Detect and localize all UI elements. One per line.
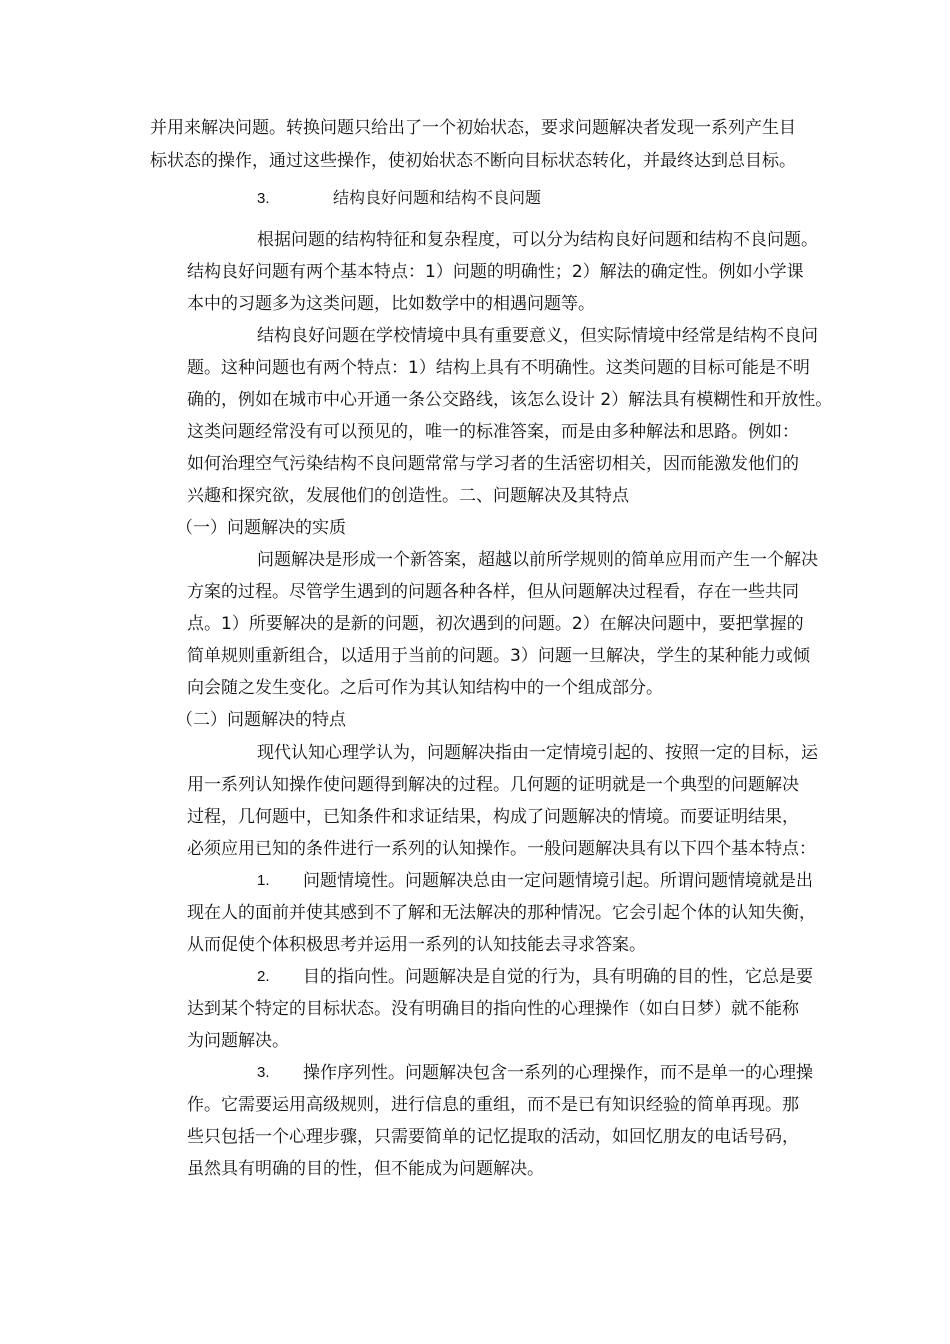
list-number: 2. (257, 968, 270, 985)
list-item-text: 目的指向性。问题解决是自觉的行为，具有明确的目的性，它总是要 (303, 967, 813, 987)
section-heading: 结构良好问题和结构不良问题 (333, 188, 542, 207)
body-text-line: 如何治理空气污染结构不良问题常常与学习者的生活密切相关，因而能激发他们的 (187, 454, 799, 474)
body-text-line: 这类问题经常没有可以预见的，唯一的标准答案，而是由多种解法和思路。例如： (187, 422, 799, 442)
body-text-line: 结构良好问题有两个基本特点：1）问题的明确性；2）解法的确定性。例如小学课 (187, 262, 804, 282)
list-number: 1. (257, 872, 270, 889)
body-text-line: 作。它需要运用高级规则，进行信息的重组，而不是已有知识经验的简单再现。那 (187, 1095, 799, 1115)
body-text-line: 方案的过程。尽管学生遇到的问题各种各样，但从问题解决过程看，存在一些共同 (187, 582, 799, 602)
body-text-line: 虽然具有明确的目的性，但不能成为问题解决。 (187, 1159, 544, 1179)
subsection-heading: （一）问题解决的实质 (176, 518, 346, 538)
body-text-line: 简单规则重新组合，以适用于当前的问题。3）问题一旦解决，学生的某种能力或倾 (187, 646, 810, 666)
body-text-line: 用一系列认知操作使问题得到解决的过程。几何题的证明就是一个典型的问题解决 (187, 775, 799, 795)
body-text-line: 过程，几何题中，已知条件和求证结果，构成了问题解决的情境。而要证明结果， (187, 807, 799, 827)
body-text-line: 必须应用已知的条件进行一系列的认知操作。一般问题解决具有以下四个基本特点： (187, 839, 816, 859)
list-number: 3. (257, 1064, 270, 1081)
body-text-line: 题。这种问题也有两个特点：1）结构上具有不明确性。这类问题的目标可能是不明 (187, 358, 810, 378)
body-text-line: 从而促使个体积极思考并运用一系列的认知技能去寻求答案。 (187, 935, 646, 955)
body-text-line: 本中的习题多为这类问题，比如数学中的相遇问题等。 (187, 294, 595, 314)
body-text-line: 问题解决是形成一个新答案，超越以前所学规则的简单应用而产生一个解决 (257, 550, 818, 570)
body-text-line: 些只包括一个心理步骤，只需要简单的记忆提取的活动，如回忆朋友的电话号码， (187, 1127, 799, 1147)
body-text-line: 确的，例如在城市中心开通一条公交路线，该怎么设计 2）解法具有模糊性和开放性。 (187, 390, 833, 410)
subsection-heading: （二）问题解决的特点 (176, 710, 346, 730)
body-text-line: 点。1）所要解决的是新的问题，初次遇到的问题。2）在解决问题中，要把掌握的 (187, 614, 804, 634)
body-text-line: 向会随之发生变化。之后可作为其认知结构中的一个组成部分。 (187, 678, 663, 698)
body-text-line: 现代认知心理学认为，问题解决指由一定情境引起的、按照一定的目标，运 (257, 743, 818, 763)
body-text-line: 并用来解决问题。转换问题只给出了一个初始状态，要求问题解决者发现一系列产生目 (150, 118, 796, 138)
body-text-line: 兴趣和探究欲，发展他们的创造性。二、问题解决及其特点 (187, 486, 629, 506)
body-text-line: 达到某个特定的目标状态。没有明确目的指向性的心理操作（如白日梦）就不能称 (187, 999, 799, 1019)
list-item-text: 操作序列性。问题解决包含一系列的心理操作，而不是单一的心理操 (303, 1063, 813, 1083)
body-text-line: 为问题解决。 (187, 1031, 289, 1051)
body-text-line: 根据问题的结构特征和复杂程度，可以分为结构良好问题和结构不良问题。 (257, 230, 818, 250)
body-text-line: 结构良好问题在学校情境中具有重要意义，但实际情境中经常是结构不良问 (257, 326, 818, 346)
body-text-line: 标状态的操作，通过这些操作，使初始状态不断向目标状态转化，并最终达到总目标。 (150, 151, 796, 171)
body-text-line: 现在人的面前并使其感到不了解和无法解决的那种情况。它会引起个体的认知失衡， (187, 903, 816, 923)
list-item-text: 问题情境性。问题解决总由一定问题情境引起。所谓问题情境就是出 (303, 871, 813, 891)
heading-number: 3. (257, 190, 270, 207)
